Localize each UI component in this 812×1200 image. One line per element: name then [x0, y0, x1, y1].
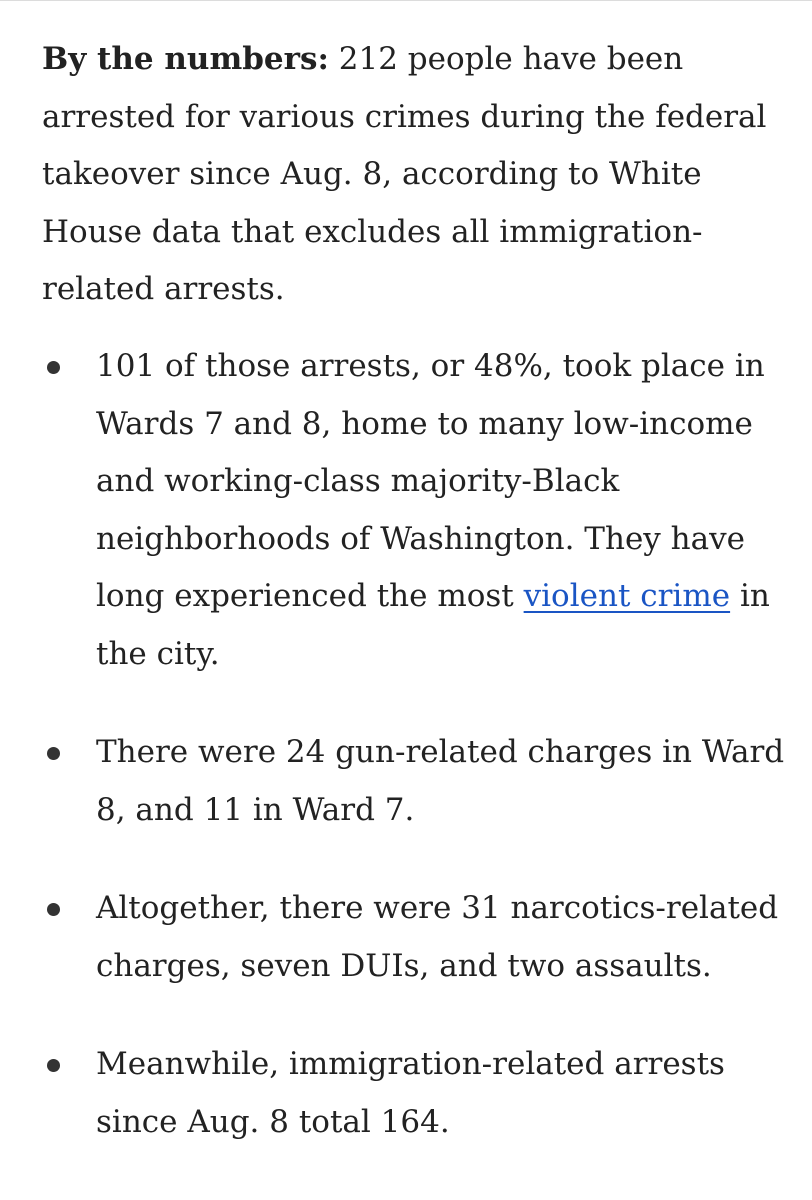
bullet-list	[0, 338, 812, 1151]
violent-crime-link[interactable]: violent crime	[523, 578, 731, 614]
intro-paragraph	[42, 31, 804, 319]
intro-lead: By the numbers:	[42, 41, 329, 77]
bullet-item-wards	[0, 338, 812, 683]
bullet-dot-icon	[47, 903, 60, 916]
bullet-text: Meanwhile, immigration-related arrests since Aug. 8 total 164.	[96, 1046, 725, 1140]
bullet-dot-icon	[47, 361, 60, 374]
intro-text: 212 people have been arrested for various crimes during the federal takeover since Aug. 8, according to White House data that excludes all immigration-related arrests.	[42, 41, 767, 307]
bullet-item-gun-charges	[0, 724, 812, 839]
bullet-dot-icon	[47, 1059, 60, 1072]
bullet-text-end: in the city.	[96, 578, 770, 672]
bullet-text: Altogether, there were 31 narcotics-related charges, seven DUIs, and two assaults.	[96, 890, 779, 984]
bullet-text: There were 24 gun-related charges in Ward 8, and 11 in Ward 7.	[96, 734, 785, 828]
bullet-item-immigration	[0, 1036, 812, 1151]
bullet-dot-icon	[47, 747, 60, 760]
bullet-item-narcotics	[0, 880, 812, 995]
bullet-text: 101 of those arrests, or 48%, took place in Wards 7 and 8, home to many low-income and working-class majority-Black neighborhoods of Washington. They have long experienced the most	[96, 348, 765, 614]
